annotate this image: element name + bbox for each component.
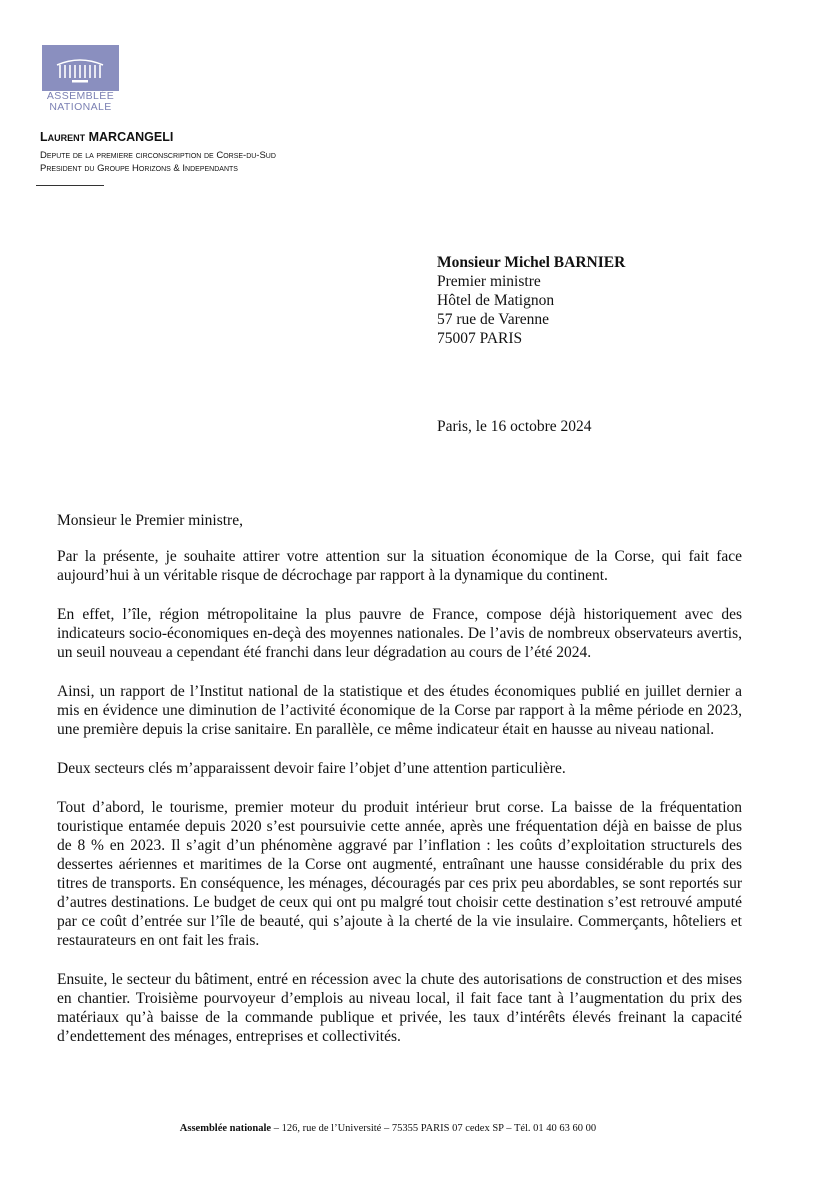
sender-name: Laurent MARCANGELI bbox=[40, 130, 174, 144]
recipient-line-1: Premier ministre bbox=[437, 273, 541, 290]
sender-title-2: President du Groupe Horizons & Independants bbox=[40, 163, 238, 174]
sender-title-1: Depute de la premiere circonscription de Corse-du-Sud bbox=[40, 150, 276, 161]
logo-line-1: ASSEMBLÉE bbox=[46, 90, 115, 102]
paragraph: En effet, l’île, région métropolitaine la plus pauvre de France, compose déjà historiquement avec des indicateurs socio-économiques en-deçà des moyennes nationales. De l’avis de nombreux observateurs avertis, un seuil nouveau a cependant été franchi dans leur dégradation au cours de l’été 2024. bbox=[57, 606, 742, 661]
paragraph: Ensuite, le secteur du bâtiment, entré en récession avec la chute des autorisations de construction et des mises en chantier. Troisième pourvoyeur d’emplois au niveau local, il fait face tant à l’augmentation du prix des matériaux qu’à baisse de la commande publique et privée, les taux d’intérêts élevés freinant la capacité d’endettement des ménages, entreprises et collectivités. bbox=[57, 971, 742, 1045]
logo-wordmark bbox=[38, 91, 123, 113]
paragraph: Deux secteurs clés m’apparaissent devoir faire l’objet d’une attention particulière. bbox=[57, 760, 566, 777]
assemblee-logo bbox=[42, 45, 119, 91]
paragraph: Ainsi, un rapport de l’Institut national de la statistique et des études économiques publié en juillet dernier a mis en évidence une diminution de l’activité économique de la Corse par rapport à la même période en 2023, une première depuis la crise sanitaire. En parallèle, ce même indicateur était en hausse au niveau national. bbox=[57, 683, 742, 738]
footer-org: Assemblée nationale bbox=[179, 1123, 272, 1134]
footer-address-text: – 126, rue de l’Université – 75355 PARIS 07 cedex SP – Tél. 01 40 63 60 00 bbox=[271, 1123, 597, 1134]
paragraph: Tout d’abord, le tourisme, premier moteur du produit intérieur brut corse. La baisse de la fréquentation touristique entamée depuis 2020 s’est poursuivie cette année, après une fréquentation déjà en baisse de plus de 8 % en 2023. Il s’agit d’un phénomène aggravé par l’inflation : les coûts d’exploitation structurels des dessertes aériennes et maritimes de la Corse ont augmenté, entraînant une hausse considérable du prix des titres de transports. En conséquence, les ménages, découragés par ces prix peu abordables, se sont reportés sur d’autres destinations. Le budget de ceux qui ont pu malgré tout choisir cette destination s’est retrouvé amputé par ce coût d’entrée sur l’île de beauté, qui s’ajoute à la cherté de la vie insulaire. Commerçants, hôteliers et restaurateurs en ont fait les frais. bbox=[57, 799, 742, 949]
recipient-line-3: 57 rue de Varenne bbox=[437, 311, 550, 328]
recipient-line-2: Hôtel de Matignon bbox=[437, 292, 555, 309]
recipient-block bbox=[437, 253, 625, 348]
header-divider bbox=[36, 185, 104, 186]
recipient-line-4: 75007 PARIS bbox=[437, 330, 523, 347]
hemicycle-icon bbox=[42, 45, 119, 91]
recipient-name: Monsieur Michel BARNIER bbox=[437, 254, 626, 271]
paragraph: Par la présente, je souhaite attirer votre attention sur la situation économique de la Corse, qui fait face aujourd’hui à un véritable risque de décrochage par rapport à la dynamique du continent. bbox=[57, 548, 742, 584]
salutation: Monsieur le Premier ministre, bbox=[57, 512, 243, 529]
letter-body bbox=[57, 547, 742, 1066]
footer-address bbox=[0, 1123, 776, 1134]
logo-line-2: NATIONALE bbox=[49, 101, 112, 113]
letter-date: Paris, le 16 octobre 2024 bbox=[437, 418, 592, 435]
